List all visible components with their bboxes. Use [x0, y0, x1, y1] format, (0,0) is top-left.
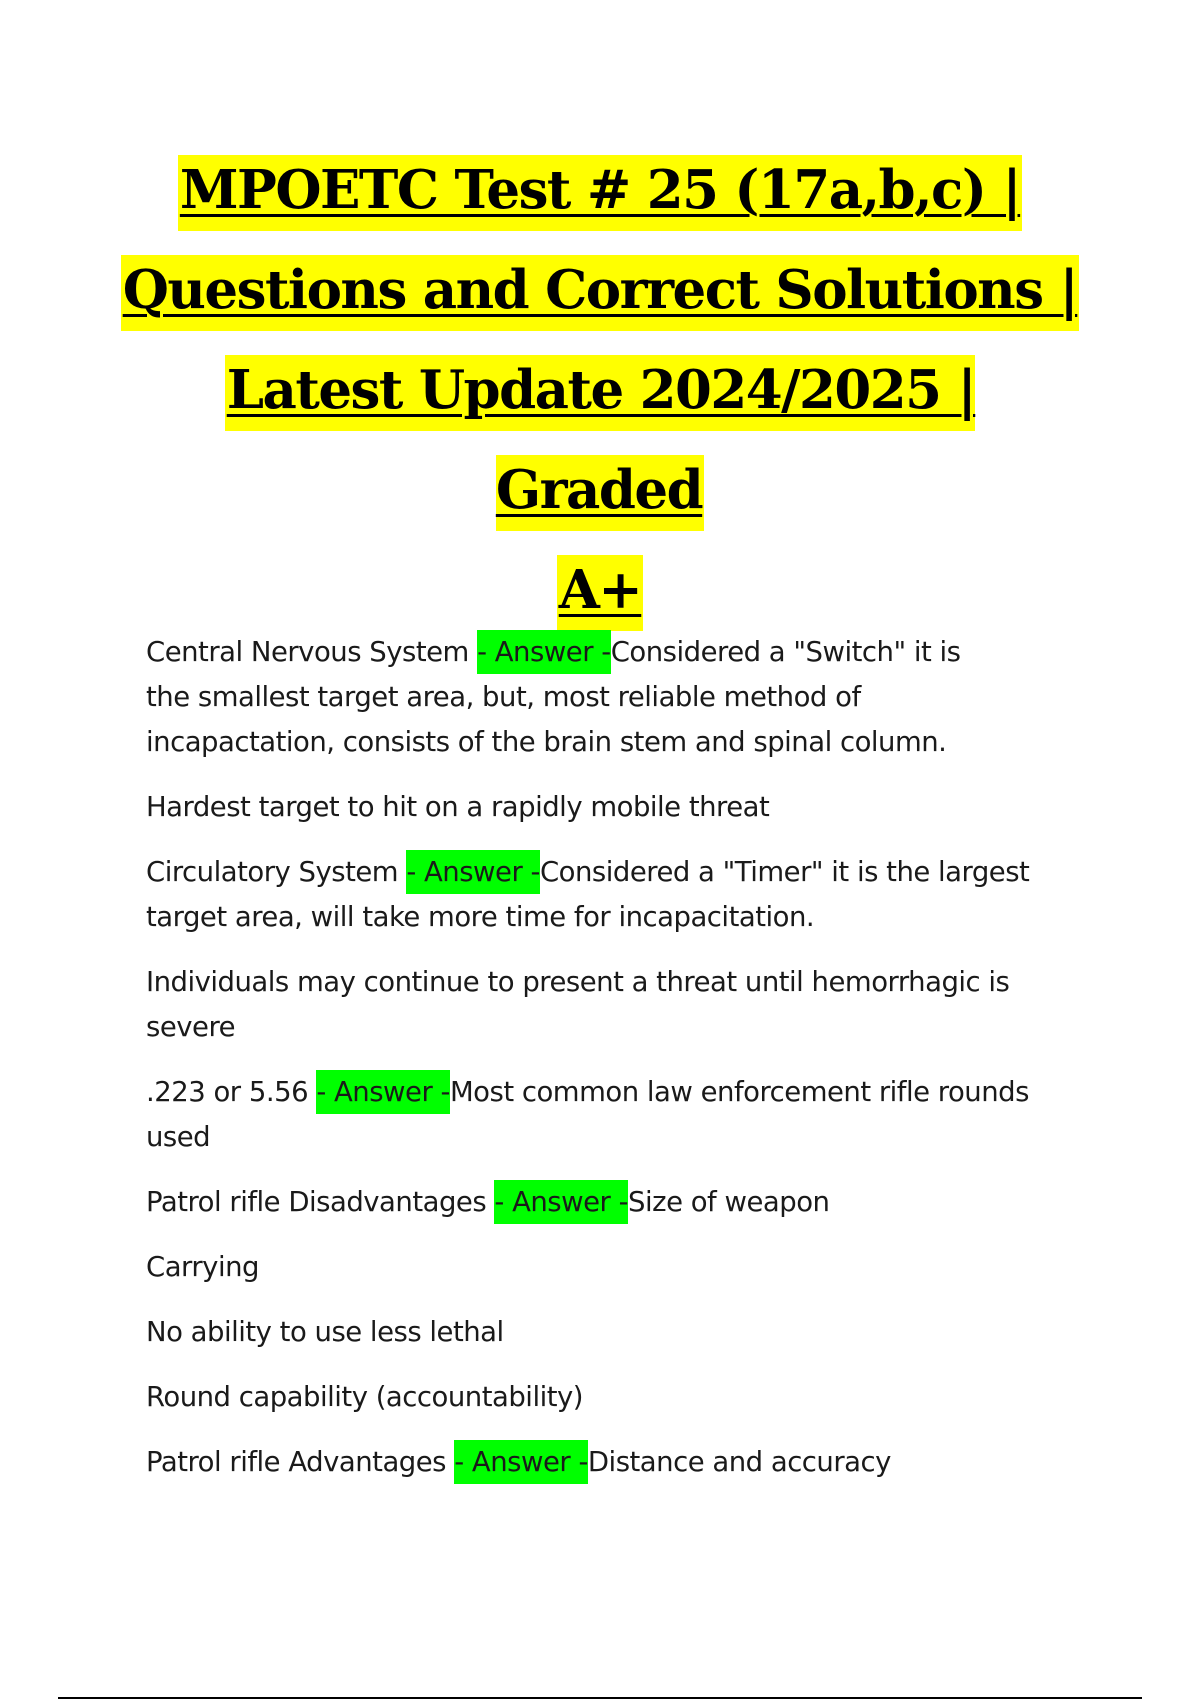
answer-label: - Answer - — [477, 630, 611, 674]
qa-entry-note: Round capability (accountability) — [146, 1381, 584, 1413]
answer-label: - Answer - — [406, 850, 540, 894]
qa-list — [146, 630, 1106, 1505]
entry-term: .223 or 5.56 — [146, 1076, 317, 1108]
qa-entry-central-nervous-system — [146, 630, 1006, 765]
answer-label: - Answer - — [454, 1440, 588, 1484]
qa-entry-circulatory-system — [146, 850, 1046, 940]
entry-term: Central Nervous System — [146, 636, 478, 668]
entry-definition: Most common law enforcement rifle rounds used — [146, 1076, 1029, 1153]
entry-definition: Considered a "Timer" it is the largest target area, will take more time for incapacitation. — [146, 856, 1030, 933]
answer-label: - Answer - — [494, 1180, 628, 1224]
title-line-1: MPOETC Test # 25 (17a,b,c) | — [120, 140, 1080, 240]
entry-term: Circulatory System — [146, 856, 407, 888]
answer-label: - Answer - — [316, 1070, 450, 1114]
qa-entry-rifle-advantages — [146, 1440, 1106, 1485]
entry-term: Patrol rifle Disadvantages — [146, 1186, 495, 1218]
title-line-3: Latest Update 2024/2025 | Graded — [120, 340, 1080, 540]
qa-entry-note: No ability to use less lethal — [146, 1316, 504, 1348]
title-line-4: A+ — [120, 540, 1080, 640]
qa-entry-rifle-disadvantages — [146, 1180, 1106, 1225]
document-title — [120, 140, 1080, 640]
qa-entry-note: Hardest target to hit on a rapidly mobile threat — [146, 791, 770, 823]
entry-definition: Distance and accuracy — [587, 1446, 891, 1478]
entry-definition: Considered a "Switch" it is the smallest target area, but, most reliable method of incapactation, consists of the brain stem and spinal column. — [146, 636, 961, 758]
qa-entry-rifle-rounds — [146, 1070, 1046, 1160]
footer-divider — [58, 1697, 1142, 1699]
qa-entry-note: Individuals may continue to present a threat until hemorrhagic is severe — [146, 966, 1010, 1043]
entry-term: Patrol rifle Advantages — [146, 1446, 455, 1478]
qa-entry-note: Carrying — [146, 1251, 259, 1283]
title-line-2: Questions and Correct Solutions | — [120, 240, 1080, 340]
entry-definition: Size of weapon — [628, 1186, 830, 1218]
